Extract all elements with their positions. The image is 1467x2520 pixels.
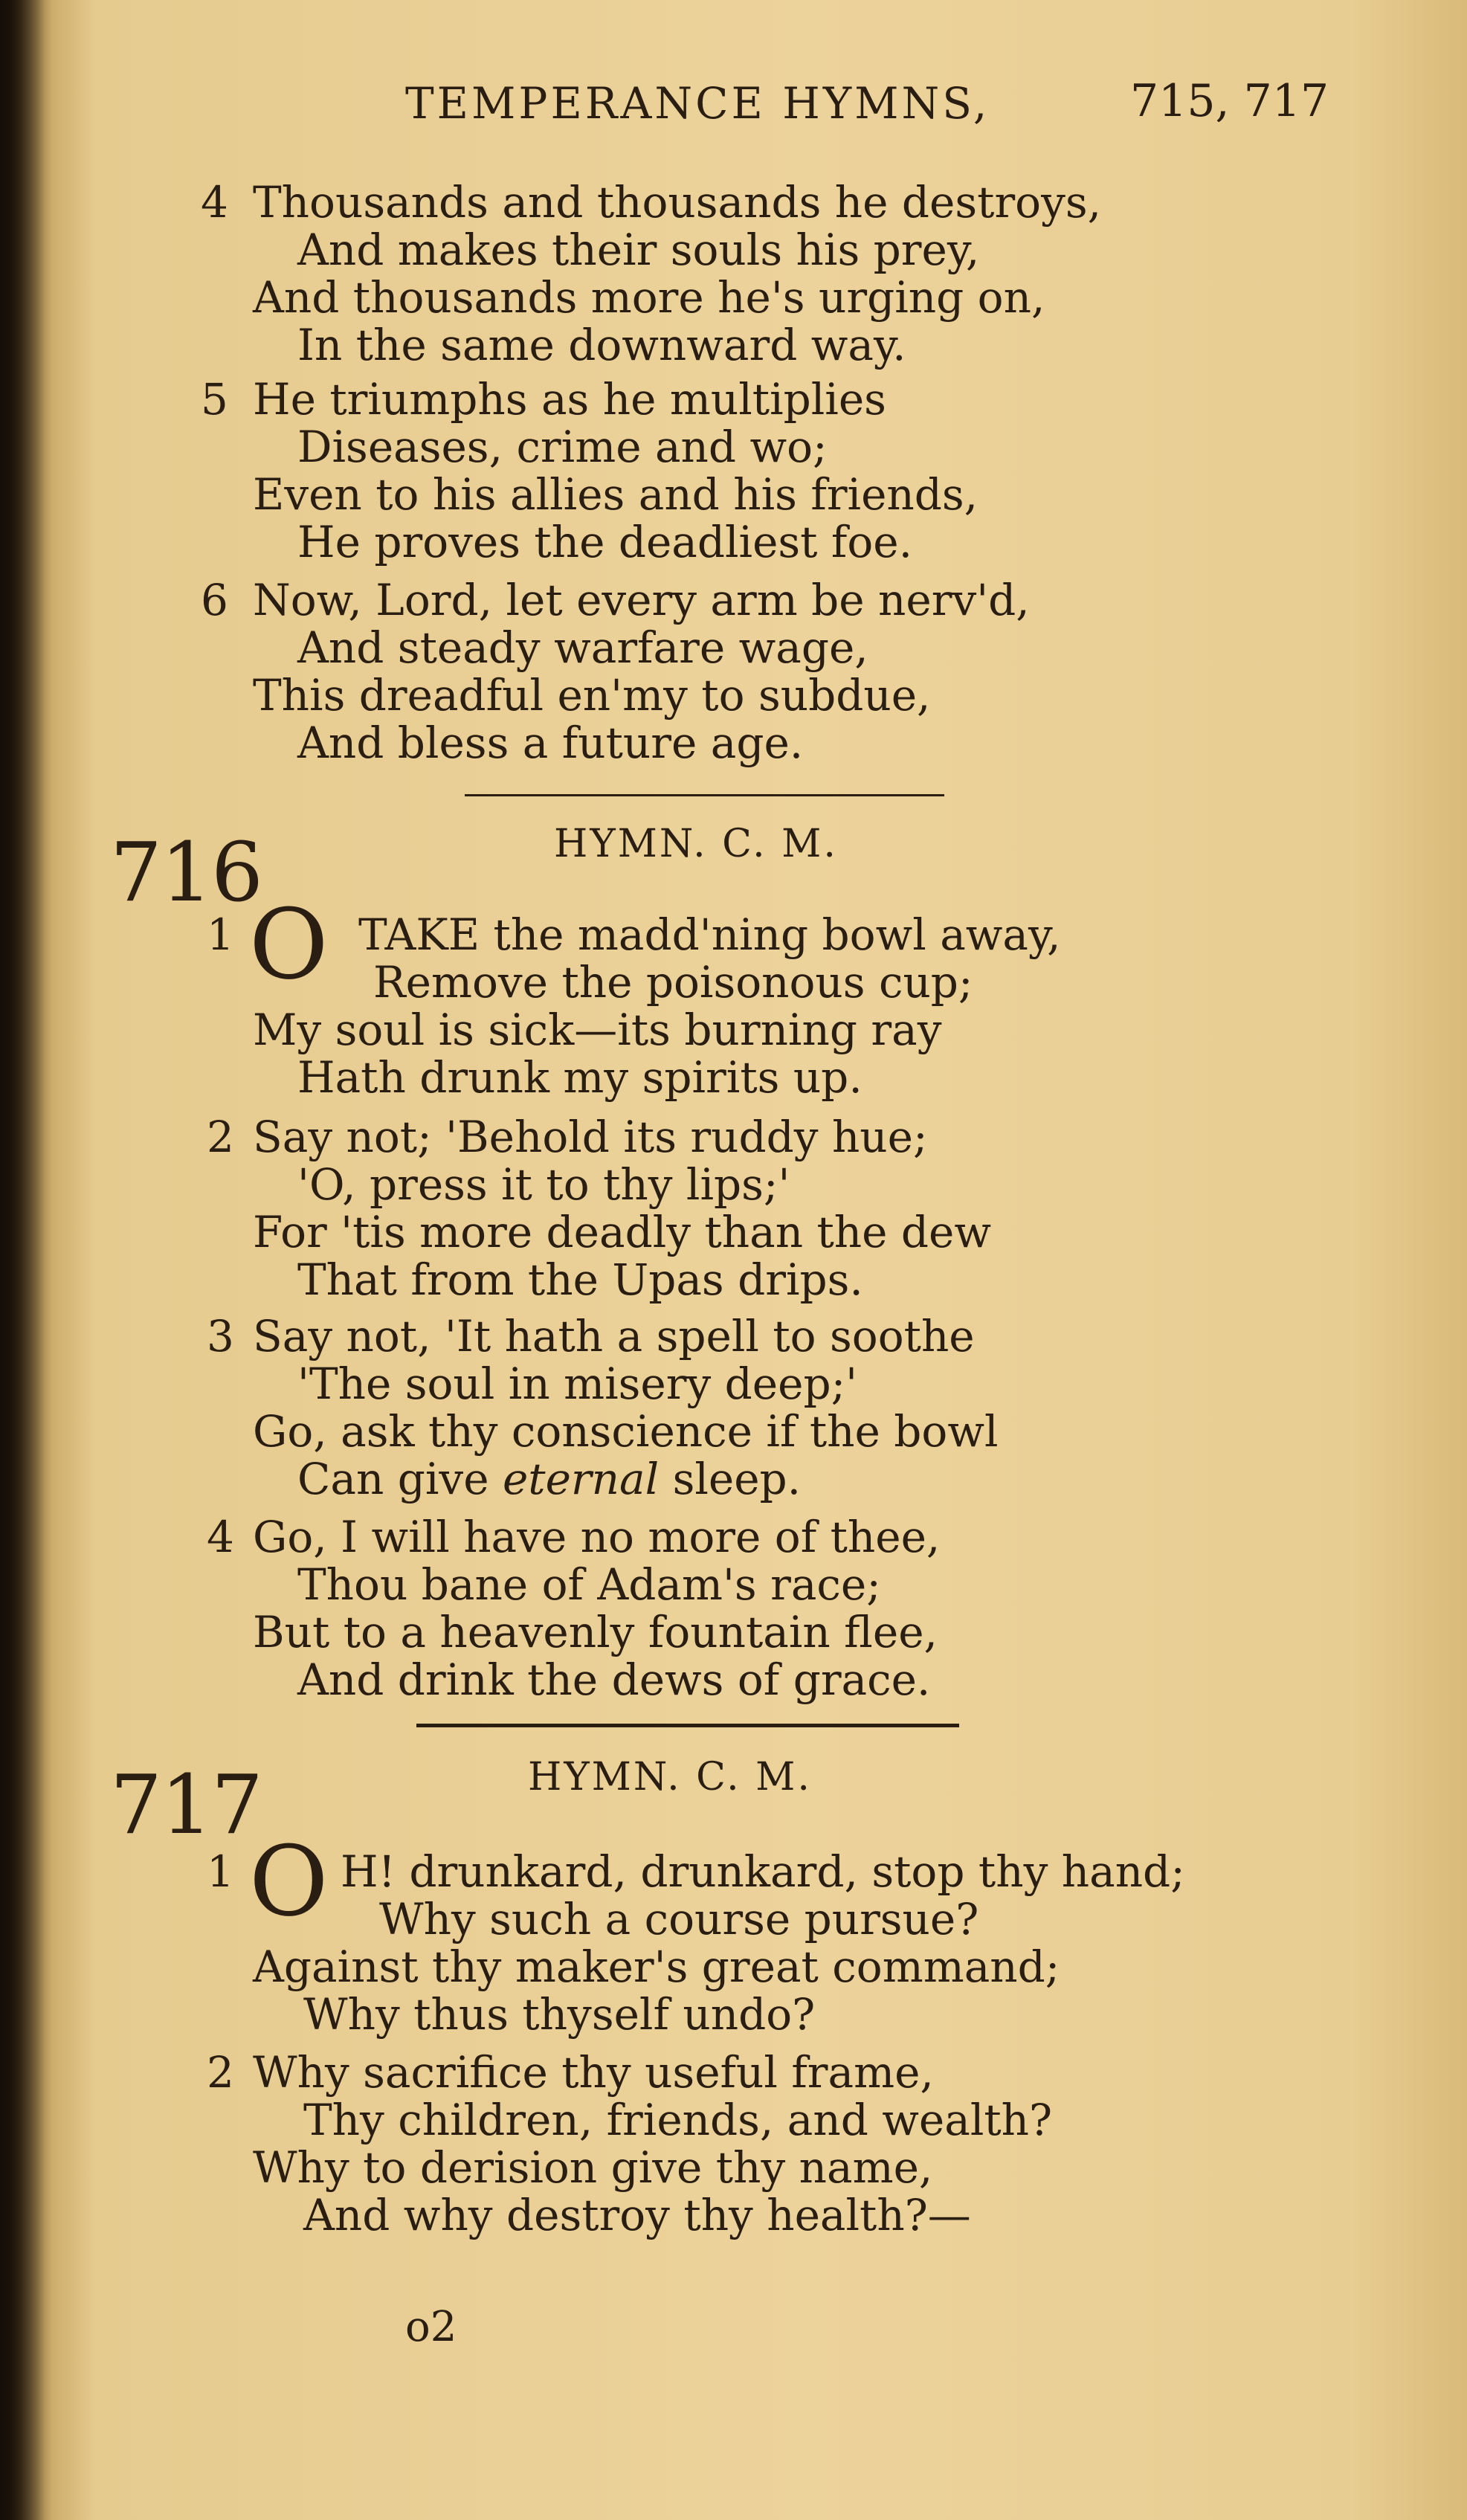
verse-line: But to a heavenly fountain flee, <box>253 1607 938 1657</box>
verse-number: 5 <box>201 374 228 425</box>
verse-number: 1 <box>207 1846 234 1897</box>
verse-line: For 'tis more deadly than the dew <box>253 1207 992 1257</box>
hymn-number: 717 <box>110 1757 262 1852</box>
verse-line: Why sacrifice thy useful frame, <box>253 2047 934 2098</box>
verse-number: 4 <box>201 177 228 228</box>
verse-line: Why thus thyself undo? <box>303 1989 816 2040</box>
verse-number: 1 <box>207 909 234 960</box>
drop-cap: O <box>249 1825 329 1938</box>
section-divider-rule <box>465 794 944 796</box>
verse-line: Thousands and thousands he destroys, <box>253 177 1102 228</box>
verse-line: 'The soul in misery deep;' <box>297 1359 858 1409</box>
drop-cap: O <box>249 888 329 1001</box>
verse-line: Hath drunk my spirits up. <box>297 1052 863 1103</box>
verse-line-with-italic <box>297 1455 801 1503</box>
verse-line: Why such a course pursue? <box>379 1894 979 1944</box>
verse-line: Diseases, crime and wo; <box>297 422 828 472</box>
verse-line: And why destroy thy health?— <box>303 2190 971 2240</box>
verse-number: 2 <box>207 1112 234 1162</box>
running-title: TEMPERANCE HYMNS, <box>405 78 990 129</box>
book-spine-shadow <box>0 0 52 2520</box>
verse-line: He proves the deadliest foe. <box>297 517 913 567</box>
verse-line: And thousands more he's urging on, <box>253 272 1045 323</box>
verse-line: Thy children, friends, and wealth? <box>303 2095 1053 2145</box>
verse-line: And drink the dews of grace. <box>297 1654 931 1705</box>
verse-text: sleep. <box>672 1454 802 1504</box>
verse-line: That from the Upas drips. <box>297 1254 863 1305</box>
verse-line: 'O, press it to thy lips;' <box>297 1159 790 1210</box>
verse-number: 4 <box>207 1512 234 1562</box>
verse-line: He triumphs as he multiplies <box>253 374 886 425</box>
verse-line: And makes their souls his prey, <box>297 225 980 275</box>
hymn-meter: HYMN. C. M. <box>554 822 838 866</box>
verse-line: In the same downward way. <box>297 320 906 370</box>
page-hymn-numbers: 715, 717 <box>1130 75 1329 127</box>
verse-line: My soul is sick—its burning ray <box>253 1005 942 1055</box>
verse-italic-word: eternal <box>502 1454 660 1504</box>
hymn-number: 716 <box>110 825 262 920</box>
verse-number: 2 <box>207 2047 234 2098</box>
hymn-meter: HYMN. C. M. <box>528 1755 812 1799</box>
verse-line: This dreadful en'my to subdue, <box>253 670 931 721</box>
verse-line: TAKE the madd'ning bowl away, <box>358 909 1061 960</box>
verse-line: Even to his allies and his friends, <box>253 469 978 520</box>
running-header <box>0 71 1467 138</box>
verse-line: Go, I will have no more of thee, <box>253 1512 941 1562</box>
verse-line: Against thy maker's great command; <box>253 1941 1060 1992</box>
section-divider-rule <box>416 1724 959 1727</box>
verse-line: Why to derision give thy name, <box>253 2142 933 2193</box>
verse-line: And bless a future age. <box>297 718 804 768</box>
verse-line: And steady warfare wage, <box>297 622 868 673</box>
signature-mark: o2 <box>405 2303 457 2351</box>
verse-number: 6 <box>201 575 228 625</box>
verse-text: Can give <box>297 1454 489 1504</box>
verse-line: Say not; 'Behold its ruddy hue; <box>253 1112 928 1162</box>
verse-line: Thou bane of Adam's race; <box>297 1559 881 1610</box>
verse-line: Say not, 'It hath a spell to soothe <box>253 1311 975 1361</box>
verse-line: Now, Lord, let every arm be nerv'd, <box>253 575 1030 625</box>
verse-line: H! drunkard, drunkard, stop thy hand; <box>341 1846 1185 1897</box>
verse-line: Remove the poisonous cup; <box>373 957 973 1008</box>
verse-number: 3 <box>207 1311 234 1361</box>
verse-line: Go, ask thy conscience if the bowl <box>253 1406 999 1457</box>
